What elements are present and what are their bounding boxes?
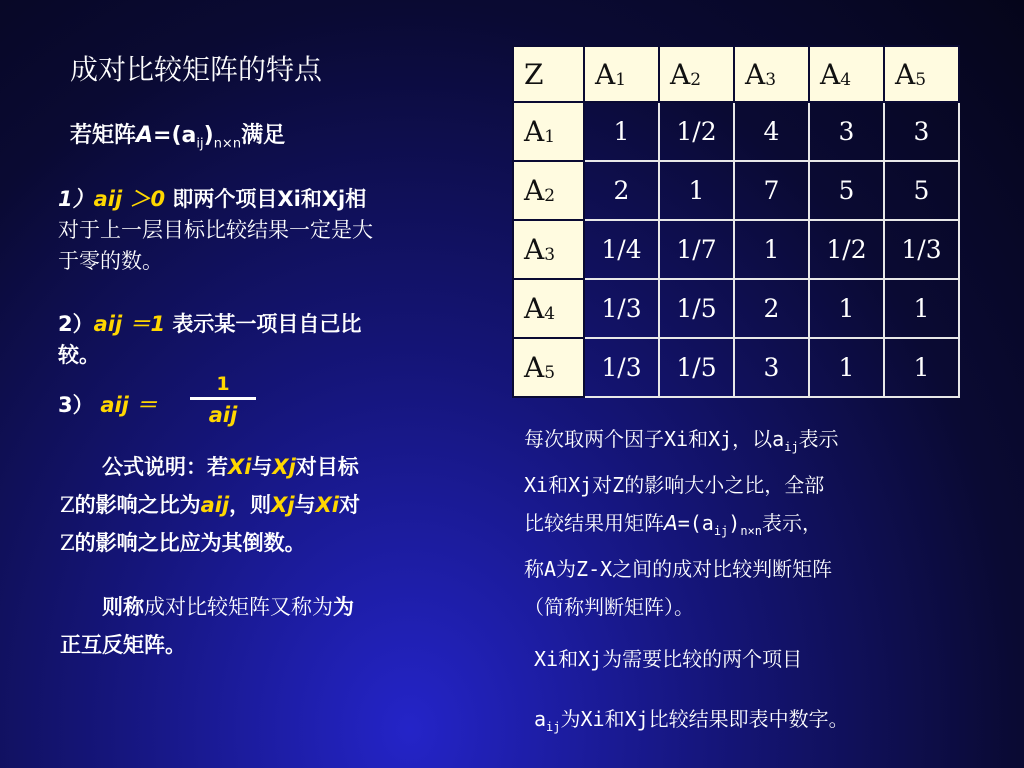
item-1-expr: aij ＞0 xyxy=(93,187,166,211)
expl-xj: Xj xyxy=(272,455,296,479)
expl-indent xyxy=(60,455,102,479)
desc-line3a: 比较结果用矩阵 xyxy=(524,511,664,535)
desc-line3d: 表示， xyxy=(762,511,822,535)
row-header-a4 xyxy=(513,279,584,338)
condition-suffix: 满足 xyxy=(241,123,286,148)
desc-line1a: 每次取两个因子Xi和Xj，以a xyxy=(524,427,785,451)
reciprocal-fraction xyxy=(190,372,256,427)
fraction-bar xyxy=(190,397,256,400)
matrix-row-a3 xyxy=(513,220,959,279)
fraction-numerator: 1 xyxy=(216,373,230,395)
row-header-sub: 4 xyxy=(544,304,556,324)
note-indent xyxy=(60,595,102,619)
matrix-row-a2 xyxy=(513,161,959,220)
col-header-a1 xyxy=(584,46,659,102)
matrix-cell: 1 xyxy=(809,279,884,338)
expl-aij: aij xyxy=(200,493,230,517)
matrix-cell: 5 xyxy=(884,161,959,220)
row-header-sub: 2 xyxy=(544,186,556,206)
slide-title: 成对比较矩阵的特点 xyxy=(70,53,323,86)
expl-xi: Xi xyxy=(228,455,252,479)
matrix-cell: 1/5 xyxy=(659,279,734,338)
matrix-cell: 3 xyxy=(734,338,809,397)
matrix-cell: 1/5 xyxy=(659,338,734,397)
col-header-main: A xyxy=(595,57,616,91)
row-header-sub: 5 xyxy=(544,363,556,383)
matrix-cell: 1/3 xyxy=(584,338,659,397)
condition-close: ) xyxy=(203,123,214,148)
col-header-main: A xyxy=(895,57,916,91)
note-t3: 为 xyxy=(333,595,354,619)
desc-var: A xyxy=(664,511,678,535)
item-2-num: 2） xyxy=(58,312,94,336)
item-2-expr: aij ＝1 xyxy=(93,312,166,336)
col-header-sub: 5 xyxy=(915,69,927,90)
matrix-row-a4 xyxy=(513,279,959,338)
desc-line4: 称A为Z-X之间的成对比较判断矩阵 xyxy=(524,557,833,581)
expl-t2: 与 xyxy=(251,455,273,479)
col-header-sub: 3 xyxy=(765,69,777,90)
matrix-cell: 1 xyxy=(734,220,809,279)
condition-sub1: ij xyxy=(196,136,204,152)
matrix-cell: 3 xyxy=(809,102,884,161)
desc-line2: Xi和Xj对Z的影响大小之比，全部 xyxy=(524,473,825,497)
desc-sub2: ij xyxy=(713,524,729,538)
matrix-cell: 4 xyxy=(734,102,809,161)
row-header-sub: 1 xyxy=(544,127,556,147)
col-header-a5 xyxy=(884,46,959,102)
expl-t8: 的影响之比应为其倒数。 xyxy=(74,531,306,555)
expl-t6: 与 xyxy=(294,493,316,517)
matrix-condition xyxy=(70,118,285,151)
col-header-a2 xyxy=(659,46,734,102)
desc-line3b: =(a xyxy=(677,511,714,535)
item-3-expr: aij ＝ xyxy=(100,393,158,417)
row-header-a1 xyxy=(513,102,584,161)
item-1-text2: 对于上一层目标比较结果一定是大 xyxy=(58,218,373,242)
col-header-sub: 4 xyxy=(840,69,852,90)
matrix-corner: Z xyxy=(513,46,584,102)
item-2-text1: 表示某一项目自己比 xyxy=(165,312,362,336)
row-header-a3 xyxy=(513,220,584,279)
comparison-matrix xyxy=(512,45,960,398)
matrix-cell: 1 xyxy=(584,102,659,161)
aij-desc-a: a xyxy=(534,707,547,731)
col-header-main: A xyxy=(820,57,841,91)
matrix-cell: 3 xyxy=(884,102,959,161)
matrix-cell: 2 xyxy=(584,161,659,220)
desc-line3c: ) xyxy=(728,511,741,535)
formula-explanation xyxy=(60,448,480,562)
matrix-cell: 1 xyxy=(884,279,959,338)
matrix-row-a5 xyxy=(513,338,959,397)
desc-sub1: ij xyxy=(784,440,799,454)
matrix-cell: 5 xyxy=(809,161,884,220)
desc-line5: （简称判断矩阵）。 xyxy=(524,595,694,619)
matrix-cell: 1 xyxy=(809,338,884,397)
matrix-cell: 1/4 xyxy=(584,220,659,279)
matrix-cell: 7 xyxy=(734,161,809,220)
expl-t5: ，则 xyxy=(229,493,272,517)
condition-sub2: n×n xyxy=(213,136,242,152)
condition-var: A xyxy=(136,123,154,148)
item-3 xyxy=(58,390,157,421)
reciprocal-note xyxy=(60,588,480,664)
matrix-description xyxy=(524,420,984,626)
col-header-sub: 2 xyxy=(690,69,702,90)
row-header-main: A xyxy=(524,115,545,148)
matrix-cell: 1 xyxy=(884,338,959,397)
row-header-main: A xyxy=(524,174,545,207)
item-3-num: 3） xyxy=(58,393,94,417)
aij-desc-sub: ij xyxy=(546,720,561,734)
item-1 xyxy=(58,184,488,277)
matrix-cell: 1/7 xyxy=(659,220,734,279)
desc-line1b: 表示 xyxy=(798,427,839,451)
col-header-a3 xyxy=(734,46,809,102)
col-header-main: A xyxy=(670,57,691,91)
matrix-cell: 1/2 xyxy=(809,220,884,279)
expl-t7: 对 xyxy=(338,493,360,517)
fraction-denominator: aij xyxy=(208,403,238,427)
note-t4: 正互反矩阵。 xyxy=(60,633,186,657)
matrix-row-a1 xyxy=(513,102,959,161)
col-header-a4 xyxy=(809,46,884,102)
matrix-cell: 2 xyxy=(734,279,809,338)
col-header-sub: 1 xyxy=(615,69,627,90)
matrix-header-row xyxy=(513,46,959,102)
expl-xj2: Xj xyxy=(271,493,295,517)
col-header-main: A xyxy=(745,57,766,91)
row-header-sub: 3 xyxy=(544,245,556,265)
desc-sub3: n×n xyxy=(740,524,762,538)
item-1-text3: 于零的数。 xyxy=(58,249,163,273)
note-t2: 成对比较矩阵又称为 xyxy=(144,595,333,619)
row-header-main: A xyxy=(524,233,545,266)
matrix-cell: 1/3 xyxy=(884,220,959,279)
item-2-text2: 较。 xyxy=(58,343,100,367)
items-description: Xi和Xj为需要比较的两个项目 xyxy=(534,647,803,671)
aij-desc-b: 为Xi和Xj比较结果即表中数字。 xyxy=(560,707,849,731)
expl-z1: Z xyxy=(60,493,75,517)
expl-t3: 对目标 xyxy=(295,455,359,479)
matrix-cell: 1 xyxy=(659,161,734,220)
item-1-text1: 即两个项目Xi和Xj相 xyxy=(165,187,367,211)
expl-t4: 的影响之比为 xyxy=(74,493,201,517)
item-2 xyxy=(58,309,488,371)
row-header-a2 xyxy=(513,161,584,220)
row-header-a5 xyxy=(513,338,584,397)
row-header-main: A xyxy=(524,292,545,325)
matrix-cell: 1/2 xyxy=(659,102,734,161)
matrix-cell: 1/3 xyxy=(584,279,659,338)
condition-eq: =(a xyxy=(153,123,197,148)
condition-prefix: 若矩阵 xyxy=(70,123,137,148)
note-t1: 则称 xyxy=(102,595,144,619)
expl-z2: Z xyxy=(60,531,75,555)
row-header-main: A xyxy=(524,351,545,384)
aij-description xyxy=(534,700,849,746)
item-1-num: 1） xyxy=(58,187,94,211)
expl-t1: 公式说明：若 xyxy=(102,455,228,479)
expl-xi2: Xi xyxy=(315,493,339,517)
